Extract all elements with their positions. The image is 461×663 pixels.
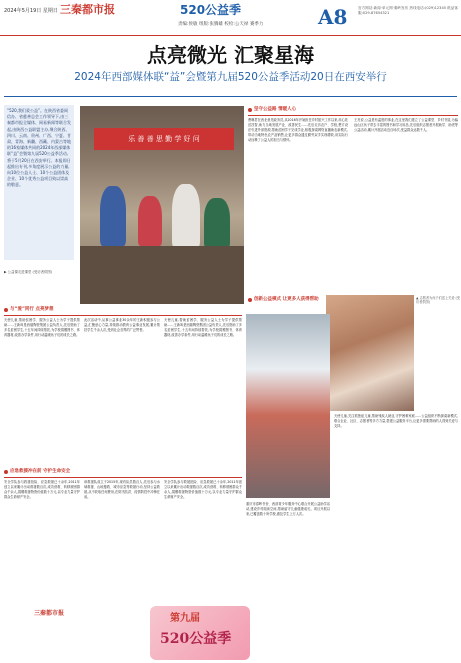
article-column: 该救援队成立于2015年,现有队员数百人,先后参与水域救援、山地搜救、城市应急等救援行动,坚持公益救援,从不收取任何费用,在防汛抗洪、疫情防控中冲锋在前。 [84, 480, 160, 499]
article-column: 重庆市春晖书舍、西部青少年服务中心联合开展公益助学活动,建设乡村阅读空间,帮助留守儿童健康成长。项目开展以来,已覆盖数十所学校,惠及学生上万人次。 [246, 502, 330, 516]
article-column: 天使儿童,帮助贫困学、服务公益人士为学子提供帮助……王新叫是西瑞陶瓷集团公益负责人,先后资助了多名贫困学生,十五年间持续帮扶,为学校捐赠图书、体育器材,改善办学条件,用行动温暖孩子们的成长之路。 [4, 318, 80, 337]
person-figure [138, 196, 162, 246]
section-heading: 坚守公益路 情暖人心 [248, 106, 458, 114]
newspaper-logo: 三秦都市报 [60, 3, 115, 16]
section-title: 520公益季 [180, 3, 242, 17]
article-column: 王亮说,公益是有温度的事业,在这里我们建立了公益课堂、乡村书屋,为偏远山区孩子带去丰富的图书和学习用品,先后组织志愿者开展助学、助老等公益活动,累计开展活动近百场次,受益群众达数千人。 [354, 118, 458, 132]
headline-divider [4, 96, 457, 97]
event-logo [150, 606, 250, 660]
page-number: A8 [318, 5, 348, 29]
article-column: 安全学队参与救援抢险、应急救援已十余年,2011年创立以来累计出动救援数百次,成功营救、转移被困群众千余人,捐赠救援物资价值数十万元,以专业力量守护群众生命财产安全。 [164, 480, 242, 499]
bullet-icon [4, 308, 8, 312]
intro-box [4, 105, 74, 260]
section-heading: 应急救援冲在前 守护生命安全 [4, 468, 242, 476]
staff-credits: 责编:侯敏 组版:张腾雄 校检:公天禄 赛季力 [178, 22, 264, 27]
photo-caption: ▶ 公益课走进课堂 (受访者供图) [4, 270, 53, 274]
desk-area [80, 246, 244, 304]
sub-headline: 2024年西部媒体联“益”会暨第九届520公益季活动20日在西安举行 [74, 71, 387, 83]
issue-date: 2024年5月19日 星期日 [4, 8, 58, 14]
event-name: 520公益季 [160, 631, 232, 647]
classroom-banner: 乐 善 善 思 勤 学 好 问 [94, 128, 234, 150]
article-column: 费琳君在西北意见政务员,从2016年开始担任乡村振兴工作以来,用心扶贫扶智,助力当地发展产业、改善民生……先后走访农户、学校,想方设法引进外部资源,帮助贫困学子完成学业,积极探索网络直播助农新模式,带动当地特色农产品销售,让更多群众通过勤劳双手实现增收,用实际行动诠释了公益人的担当与情怀。 [248, 118, 348, 142]
section-divider [4, 477, 242, 478]
bullet-icon [248, 298, 252, 302]
volunteer-photo [326, 295, 414, 411]
article-column: 安全学队参与救援抢险、应急救援已十余年,2011年创立以来累计出动救援数百次,成功营救、转移被困群众千余人,捐赠救援物资价值数十万元,以专业力量守护群众生命财产安全。 [4, 480, 80, 499]
section-heading: 与“爱”同行 点亮梦想 [4, 306, 242, 314]
footer-logo: 三秦都市报 [34, 610, 65, 617]
bullet-icon [248, 108, 252, 112]
section-divider [248, 115, 458, 116]
person-figure [100, 186, 126, 246]
contact-info: 官方网站:新闻·单元网·秦岭发布 热线电话:(029)12345 纸品客服:029-87654321 [358, 6, 458, 16]
section-divider [4, 315, 242, 316]
main-headline: 点亮微光 汇聚星海 [147, 43, 314, 67]
photo-caption: ▲ 志愿者为孩子们送上关爱 (受访者供图) [416, 296, 460, 305]
classroom-photo [80, 106, 244, 304]
community-photo [246, 314, 330, 498]
section-heading: 创新公益模式 让更多人获得帮助 [248, 296, 324, 304]
article-column: 天使儿童,关注孤独症儿童,帮助残疾人就业,守护困难家庭……公益组织不断探索新模式,联合企业、社区、志愿者等多方力量,搭建公益服务平台,让更多需要帮助的人得到关爱与支持。 [334, 414, 458, 428]
article-column: 天使儿童,帮助贫困学、服务公益人士为学子提供帮助……王新叫是西瑞陶瓷集团公益负责人,先后资助了多名贫困学生,十五年间持续帮扶,为学校捐赠图书、体育器材,改善办学条件,用行动温暖孩子们的成长之路。 [164, 318, 242, 337]
intro-text: “520,我们爱公益”。在陕西省委网信办、省慈善总会工作领导下,由三秦都市报全媒体、网易新闻等联合发起,由陕西公益联盟主办,聚合陕西、四川、云南、贵州、广西、宁夏、甘肃、青海、新疆、西藏、内蒙古等地的16家媒体共同的2024年西部媒体联“益”会暨第九届520公益季活动,将于5月20日在西安举行。本报即日起推出专刊,多角度展示公益的力量,向10位公益人士、10个公益团体及企业、10个优秀公益项目致以崇高的敬意。 [7, 108, 71, 188]
person-figure [204, 198, 230, 248]
bullet-icon [4, 470, 8, 474]
event-edition: 第九届 [170, 613, 200, 624]
person-figure [172, 184, 200, 248]
article-column: 此次活动中,从事公益事业30余年的王新积极参与公益,汇聚爱心力量,持续推动教育公益事业发展,累计帮扶学生千余人次,受到社会各界的广泛赞誉。 [84, 318, 160, 332]
